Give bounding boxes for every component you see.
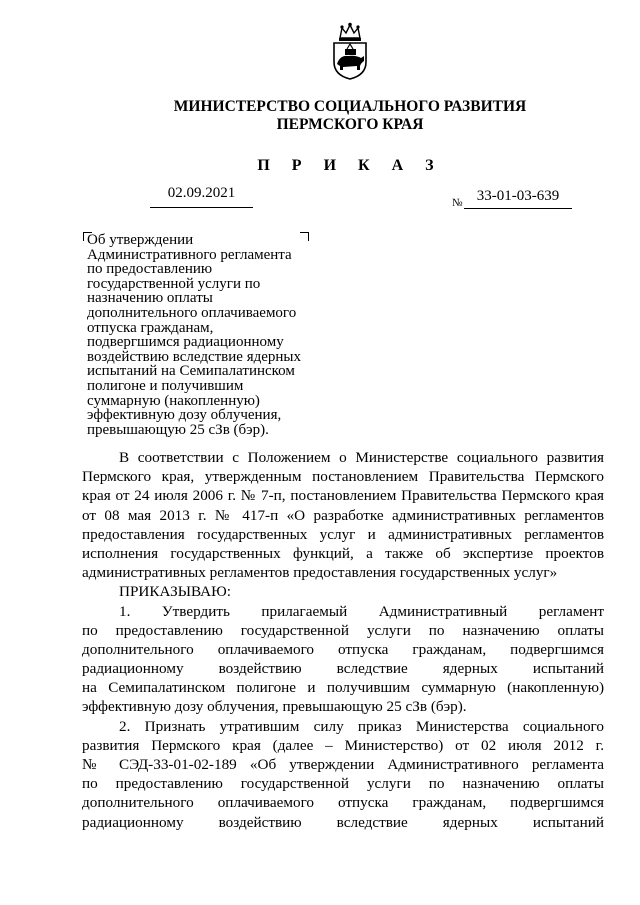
- order-body: [82, 448, 604, 832]
- date-underline: [150, 207, 253, 208]
- body-line: В соответствии с Положением о Министерстве социального развития: [119, 449, 604, 466]
- order-directive: ПРИКАЗЫВАЮ:: [119, 583, 231, 601]
- number-sign: №: [452, 197, 463, 209]
- body-line: административных регламентов предоставления государственных услуг»: [82, 564, 558, 582]
- order-date: 02.09.2021: [167, 185, 236, 201]
- title-line: по предоставлению: [87, 261, 213, 278]
- title-line: назначению оплаты: [87, 290, 213, 307]
- body-line: на Семипалатинском полигоне и получившим суммарную (накопленную): [82, 679, 604, 697]
- perm-krai-coat-of-arms-icon: [328, 22, 372, 80]
- body-line: исполнения государственных функций, а также об экспертизе проектов: [82, 544, 604, 562]
- body-line: эффективную дозу облучения, превышающую 25 сЗв (бэр).: [82, 698, 467, 716]
- body-line: Пермского края, утвержденным постановлением Правительства Пермского: [82, 468, 604, 486]
- body-line: предоставления государственных услуг и административных регламентов: [82, 525, 604, 543]
- body-line: дополнительного оплачиваемого отпуска гражданам, подвергшимся: [82, 794, 604, 812]
- body-line: от 08 мая 2013 г. № 417-п «О разработке административных регламентов: [82, 506, 604, 524]
- body-line: развития Пермского края (далее – Министерство) от 02 июля 2012 г.: [82, 736, 604, 754]
- title-line: суммарную (накопленную): [87, 392, 260, 409]
- number-underline: [464, 208, 572, 209]
- title-line: эффективную дозу облучения,: [87, 407, 282, 424]
- title-line: Об утверждении: [87, 232, 194, 248]
- title-line: дополнительного оплачиваемого: [87, 304, 297, 321]
- ministry-name-line2: ПЕРМСКОГО КРАЯ: [276, 116, 424, 133]
- title-line: воздействию вследствие ядерных: [87, 348, 301, 365]
- title-line: превышающую 25 сЗв (бэр).: [87, 421, 269, 438]
- title-line: испытаний на Семипалатинском: [87, 363, 295, 380]
- body-line: по предоставлению государственной услуги по назначению оплаты: [82, 621, 604, 639]
- body-line: 1. Утвердить прилагаемый Административный регламент: [119, 602, 604, 620]
- ministry-name-line1: МИНИСТЕРСТВО СОЦИАЛЬНОГО РАЗВИТИЯ: [173, 98, 527, 115]
- body-line: по предоставлению государственной услуги по назначению оплаты: [82, 775, 604, 793]
- body-line: № СЭД-33-01-02-189 «Об утверждении Административного регламента: [82, 756, 604, 773]
- body-line: радиационному воздействию вследствие ядерных испытаний: [82, 660, 604, 678]
- body-line: дополнительного оплачиваемого отпуска гражданам, подвергшимся: [82, 640, 604, 658]
- order-number: 33-01-03-639: [476, 188, 560, 204]
- title-line: отпуска гражданам,: [87, 319, 214, 336]
- document-type-heading: П Р И К А З: [257, 157, 443, 174]
- order-title: [87, 233, 317, 437]
- title-line: Административного регламента: [87, 246, 292, 263]
- body-line: радиационному воздействию вследствие ядерных испытаний: [82, 813, 604, 831]
- body-line: края от 24 июля 2006 г. № 7-п, постановлением Правительства Пермского края: [82, 487, 604, 505]
- title-line: государственной услуги по: [87, 275, 261, 292]
- title-line: полигоне и получившим: [87, 377, 244, 394]
- title-line: подвергшимся радиационному: [87, 334, 284, 351]
- body-line: 2. Признать утратившим силу приказ Министерства социального: [119, 717, 604, 735]
